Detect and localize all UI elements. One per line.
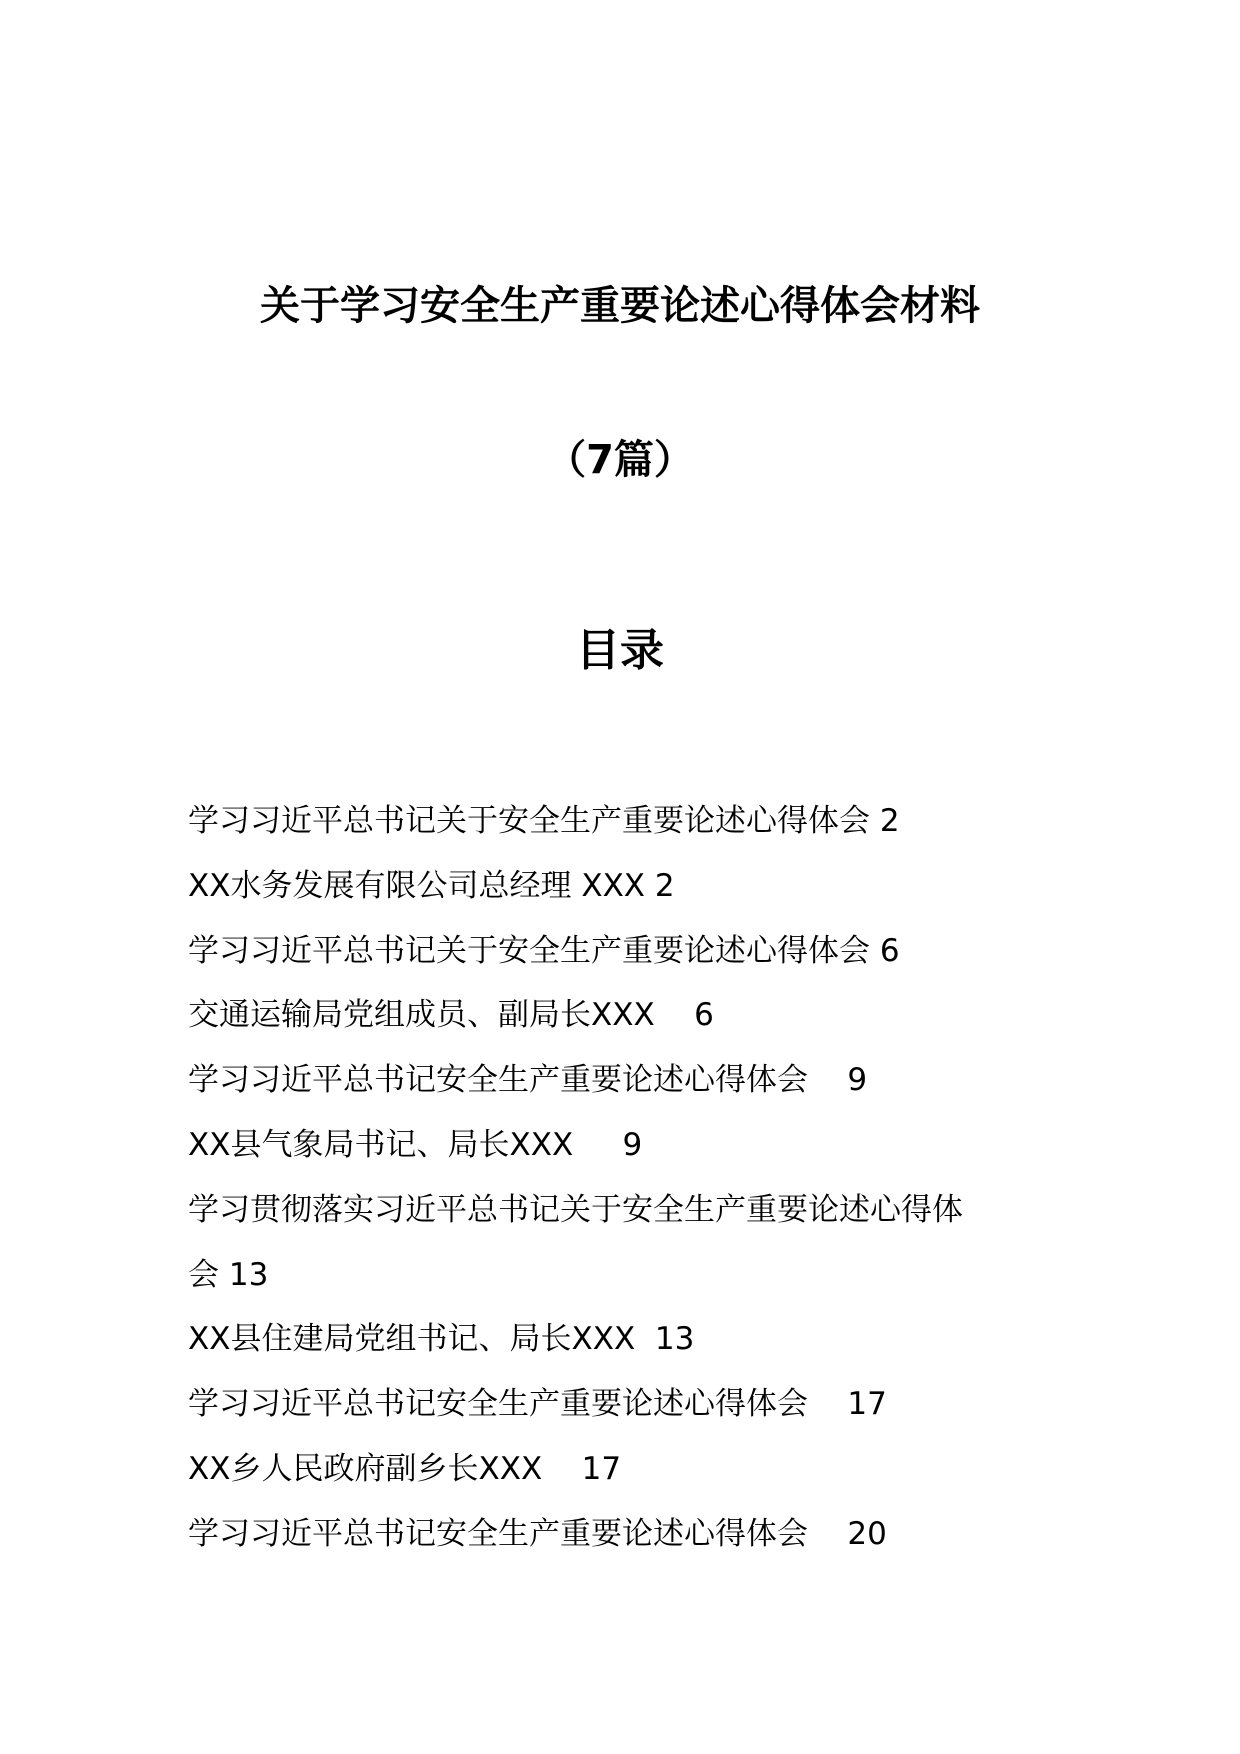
document-title: 关于学习安全生产重要论述心得体会材料 <box>260 283 980 329</box>
toc-entry[interactable]: 交通运输局党组成员、副局长XXX 6 <box>188 997 714 1033</box>
toc-heading: 目录 <box>576 625 664 676</box>
toc-entry[interactable]: 学习贯彻落实习近平总书记关于安全生产重要论述心得体 <box>188 1192 963 1228</box>
toc-entry[interactable]: XX县气象局书记、局长XXX 9 <box>188 1127 643 1163</box>
toc-entry[interactable]: XX水务发展有限公司总经理 XXX 2 <box>188 868 675 904</box>
toc-entry[interactable]: XX县住建局党组书记、局长XXX 13 <box>188 1321 695 1357</box>
toc-entry[interactable]: 学习习近平总书记安全生产重要论述心得体会 17 <box>188 1386 887 1422</box>
toc-entry[interactable]: 学习习近平总书记关于安全生产重要论述心得体会 6 <box>188 933 900 969</box>
toc-entry[interactable]: 学习习近平总书记安全生产重要论述心得体会 20 <box>188 1516 887 1552</box>
toc-entry[interactable]: 学习习近平总书记关于安全生产重要论述心得体会 2 <box>188 803 900 839</box>
toc-entry-continuation[interactable]: 会 13 <box>188 1257 269 1293</box>
toc-entry[interactable]: 学习习近平总书记安全生产重要论述心得体会 9 <box>188 1062 868 1098</box>
document-subtitle: （7篇） <box>546 437 694 483</box>
toc-entry[interactable]: XX乡人民政府副乡长XXX 17 <box>188 1451 622 1487</box>
